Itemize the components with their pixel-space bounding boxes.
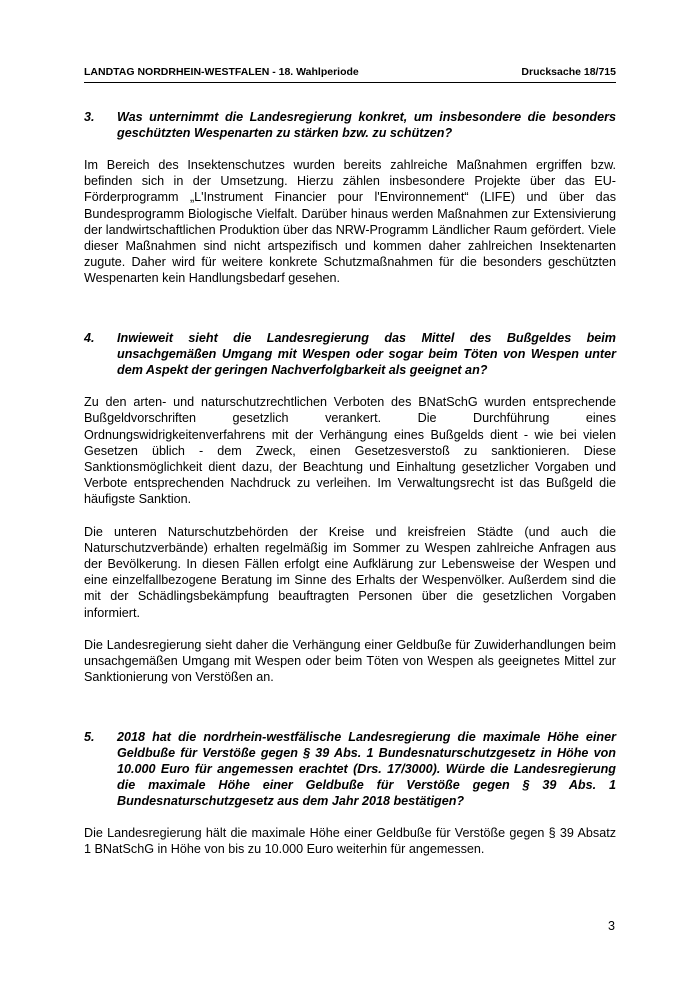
question-text: 2018 hat die nordrhein-westfälische Landesregierung die maximale Höhe einer Geldbuße für Verstöße gegen § 39 Abs. 1 Bundesnaturschutzgesetz in Höhe von 10.000 Euro für angemessen erachtet (Drs. 17/3000). Würde die Landesregierung die maximale Höhe einer Geldbuße für Verstöße gegen § 39 Abs. 1 Bundesnaturschutzgesetz aus dem Jahr 2018 bestätigen? xyxy=(117,730,616,809)
answer-paragraph: Zu den arten- und naturschutzrechtlichen Verboten des BNatSchG wurden entsprechende Bußgeldvorschriften gesetzlich verankert. Die Durchführung eines Ordnungswidrigkeitenverfahrens mit der Verhängung eines Bußgelds dient - wie bei vielen Gesetzen üblich - dem Zweck, einen Gesetzesverstoß zu sanktionieren. Diese Sanktionsmöglichkeit dient dazu, der Beachtung und Einhaltung gesetzlicher Vorgaben und Verbote entsprechenden Nachdruck zu verleihen. Im Verwaltungsrecht ist das Bußgeld die häufigste Sanktion. xyxy=(84,395,616,507)
document-body xyxy=(84,109,616,870)
page-number: 3 xyxy=(608,919,616,933)
question-text: Was unternimmt die Landesregierung konkret, um insbesondere die besonders geschützten Wespenarten zu stärken bzw. zu schützen? xyxy=(117,110,616,140)
question-number: 5. xyxy=(84,730,95,745)
question-5 xyxy=(84,729,616,809)
page-header xyxy=(84,66,616,78)
header-left: LANDTAG NORDRHEIN-WESTFALEN - 18. Wahlperiode xyxy=(84,66,359,78)
question-4 xyxy=(84,330,616,378)
answer-paragraph: Im Bereich des Insektenschutzes wurden bereits zahlreiche Maßnahmen ergriffen bzw. befinden sich in der Umsetzung. Hierzu zählen insbesondere Projekte über das EU-Förderprogramm „L'Instrument Financier pour l'Environnement“ (LIFE) und über das Bundesprogramm Biologische Vielfalt. Darüber hinaus werden Maßnahmen zur Extensivierung der landwirtschaftlichen Produktion über das NRW-Programm Ländlicher Raum gefördert. Viele dieser Maßnahmen sind nicht artspezifisch und kommen daher zahlreichen Insektenarten zugute. Daher wird für weitere konkrete Schutzmaßnahmen für die besonders geschützten Wespenarten kein Handlungsbedarf gesehen. xyxy=(84,158,616,286)
answer-paragraph: Die Landesregierung sieht daher die Verhängung einer Geldbuße für Zuwiderhandlungen beim unsachgemäßen Umgang mit Wespen oder beim Töten von Wespen als geeignetes Mittel zur Sanktionierung von Verstößen an. xyxy=(84,637,616,685)
question-number: 3. xyxy=(84,110,95,124)
question-text: Inwieweit sieht die Landesregierung das Mittel des Bußgeldes beim unsachgemäßen Umgang mit Wespen oder sogar beim Töten von Wespen unter dem Aspekt der geringen Nachverfolgbarkeit als geeignet an? xyxy=(117,331,616,378)
header-right: Drucksache 18/715 xyxy=(521,66,616,78)
question-number: 4. xyxy=(84,331,95,346)
answer-paragraph: Die Landesregierung hält die maximale Höhe einer Geldbuße für Verstöße gegen § 39 Absatz 1 BNatSchG in Höhe von bis zu 10.000 Euro weiterhin für angemessen. xyxy=(84,826,616,857)
answer-paragraph: Die unteren Naturschutzbehörden der Kreise und kreisfreien Städte (und auch die Naturschutzverbände) erhalten regelmäßig im Sommer zu Wespen zahlreiche Anfragen aus der Bevölkerung. In diesen Fällen erfolgt eine Aufklärung zur Lebensweise der Wespen und eine einzelfallbezogene Beratung im Sinne des Erhalts der Wespenvölker. Außerdem sind die mit der Schädlingsbekämpfung beauftragten Personen über die gesetzlichen Vorgaben informiert. xyxy=(84,524,616,620)
header-rule xyxy=(84,82,616,83)
question-3 xyxy=(84,109,616,141)
